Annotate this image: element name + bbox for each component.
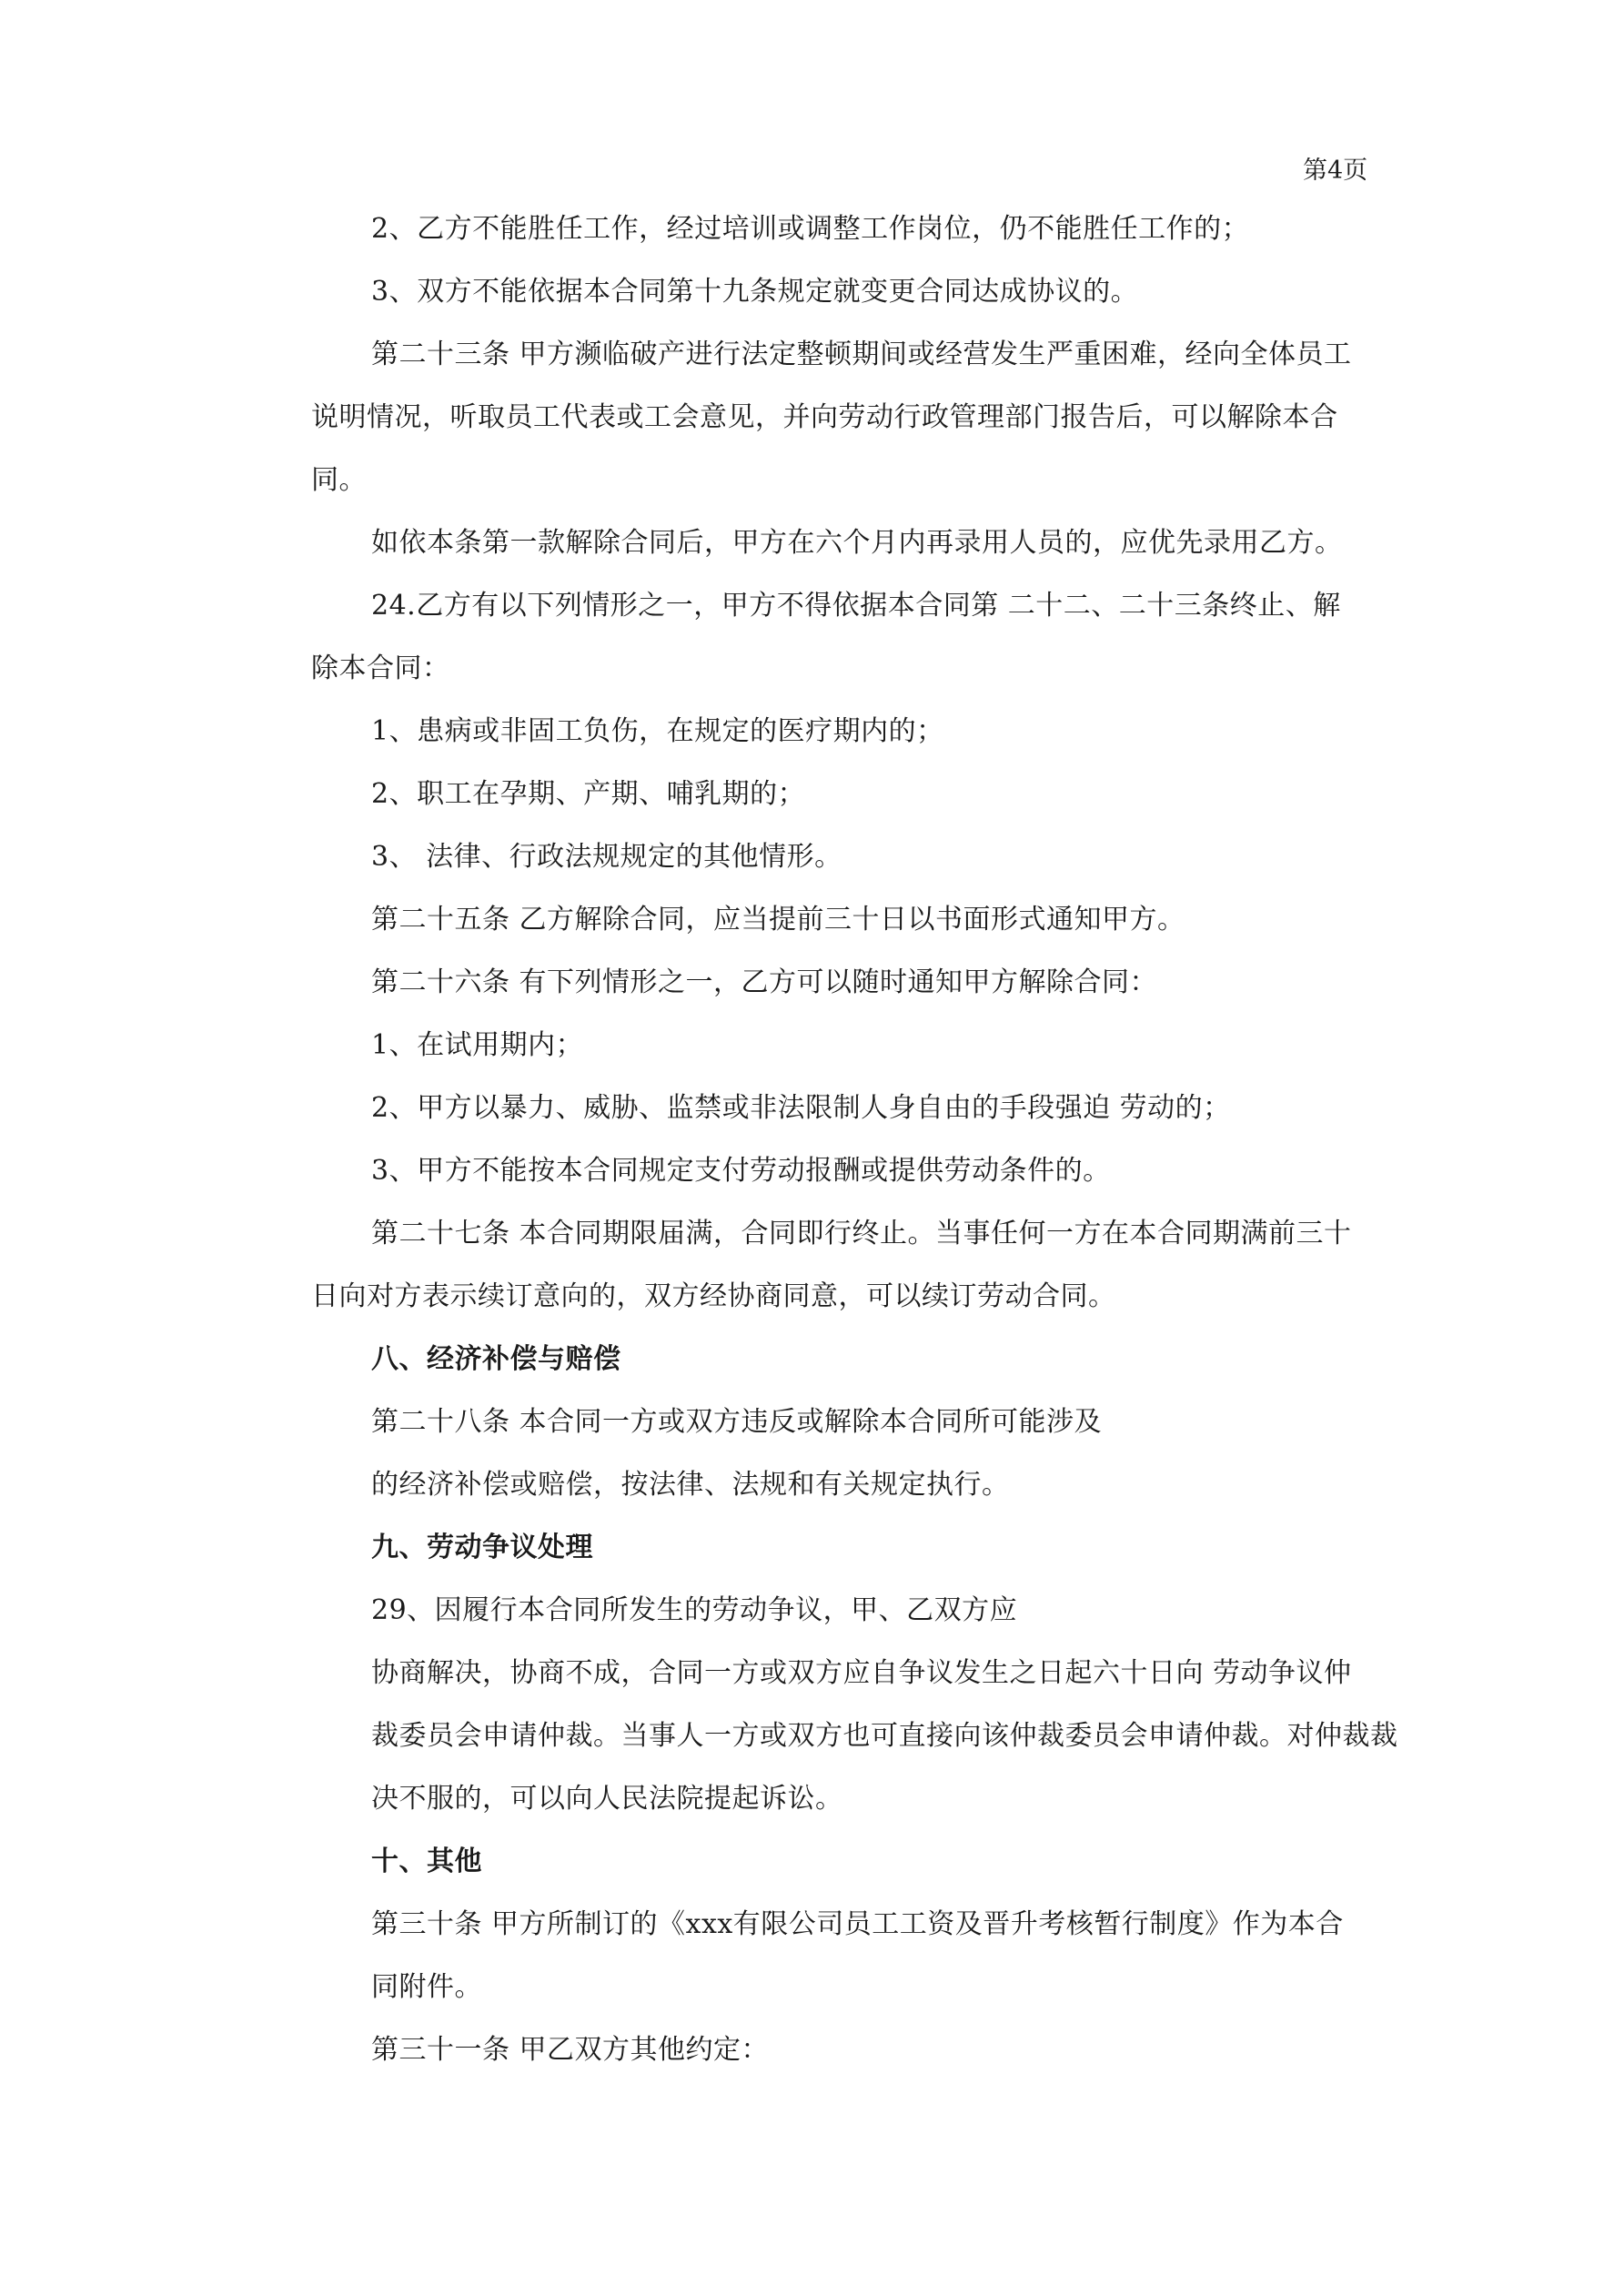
- text-line: 3、 法律、行政法规规定的其他情形。: [371, 841, 842, 873]
- text-line: 第二十五条 乙方解除合同，应当提前三十日以书面形式通知甲方。: [371, 904, 1185, 936]
- section-heading: 十、其他: [371, 1846, 482, 1877]
- text-line: 1、在试用期内；: [371, 1029, 584, 1061]
- text-line: 裁委员会申请仲裁。当事人一方或双方也可直接向该仲裁委员会申请仲裁。对仲裁裁: [371, 1720, 1398, 1752]
- text-line: 第二十三条 甲方濒临破产进行法定整顿期间或经营发生严重困难，经向全体员工: [371, 339, 1352, 370]
- text-line: 如依本条第一款解除合同后，甲方在六个月内再录用人员的，应优先录用乙方。: [371, 527, 1343, 559]
- text-line: 1、患病或非固工负伤，在规定的医疗期内的；: [371, 715, 944, 747]
- text-line: 第二十六条 有下列情形之一，乙方可以随时通知甲方解除合同：: [371, 966, 1158, 998]
- text-line: 同附件。: [371, 1971, 482, 2003]
- text-line: 第三十一条 甲乙双方其他约定：: [371, 2034, 770, 2066]
- section-heading: 八、经济补偿与赔偿: [371, 1343, 621, 1375]
- section-heading: 九、劳动争议处理: [371, 1532, 593, 1563]
- text-line: 2、乙方不能胜任工作，经过培训或调整工作岗位，仍不能胜任工作的；: [371, 213, 1250, 245]
- text-line: 除本合同：: [311, 652, 450, 684]
- text-line: 第二十八条 本合同一方或双方违反或解除本合同所可能涉及: [371, 1406, 1103, 1438]
- text-line: 3、双方不能依据本合同第十九条规定就变更合同达成协议的。: [371, 276, 1139, 308]
- text-line: 2、职工在孕期、产期、哺乳期的；: [371, 778, 806, 810]
- text-line: 日向对方表示续订意向的，双方经协商同意，可以续订劳动合同。: [311, 1280, 1116, 1312]
- text-line: 第三十条 甲方所制订的《xxx有限公司员工工资及晋升考核暂行制度》作为本合: [371, 1908, 1344, 1940]
- text-line: 决不服的，可以向人民法院提起诉讼。: [371, 1783, 843, 1815]
- text-line: 第二十七条 本合同期限届满，合同即行终止。当事任何一方在本合同期满前三十: [371, 1218, 1352, 1249]
- text-line: 24.乙方有以下列情形之一，甲方不得依据本合同第 二十二、二十三条终止、解: [371, 590, 1341, 622]
- page-number: 第4页: [1303, 157, 1368, 185]
- text-line: 的经济补偿或赔偿，按法律、法规和有关规定执行。: [371, 1469, 1010, 1501]
- text-line: 说明情况，听取员工代表或工会意见，并向劳动行政管理部门报告后，可以解除本合: [311, 401, 1338, 433]
- text-line: 3、甲方不能按本合同规定支付劳动报酬或提供劳动条件的。: [371, 1155, 1111, 1187]
- text-line: 协商解决，协商不成，合同一方或双方应自争议发生之日起六十日向 劳动争议仲: [371, 1657, 1352, 1689]
- text-line: 29、因履行本合同所发生的劳动争议，甲、乙双方应: [371, 1594, 1018, 1626]
- text-line: 同。: [311, 464, 367, 496]
- text-line: 2、甲方以暴力、威胁、监禁或非法限制人身自由的手段强迫 劳动的；: [371, 1092, 1231, 1124]
